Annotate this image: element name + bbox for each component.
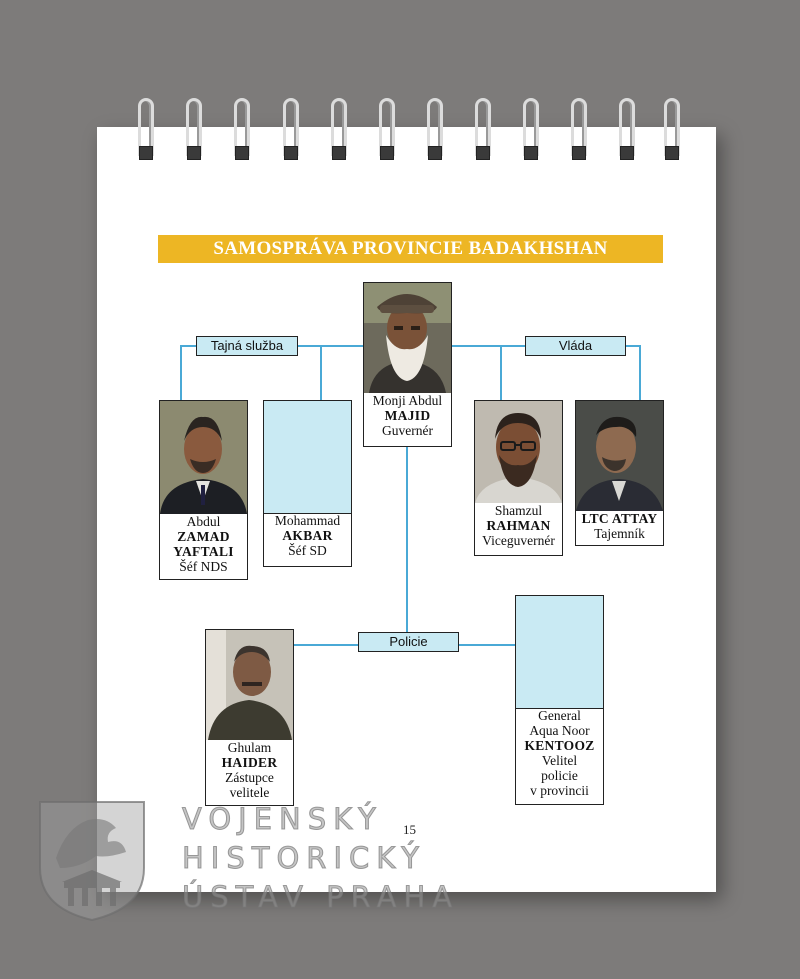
first-name: Abdul [186, 514, 221, 529]
card-governor [363, 282, 452, 447]
surname: KENTOOZ [524, 738, 595, 753]
first-name: Monji Abdul [372, 393, 443, 408]
photo-nds-chief [160, 401, 247, 514]
photo-vice-governor [475, 401, 562, 503]
connector-line [406, 446, 408, 634]
surname: HAIDER [221, 755, 278, 770]
card-nds-chief [159, 400, 248, 580]
card-police-commander [515, 595, 604, 805]
binding-hole [428, 146, 442, 160]
surname: RAHMAN [486, 518, 551, 533]
watermark-line: VOJENSKÝ [182, 802, 383, 836]
first-name: Mohammad [274, 513, 341, 528]
binding-hole [235, 146, 249, 160]
caption-secretary [576, 511, 663, 545]
binding-hole [665, 146, 679, 160]
caption-deputy-commander [206, 740, 293, 805]
connector-line [500, 345, 502, 401]
photo-secretary [576, 401, 663, 511]
binding-hole [284, 146, 298, 160]
position: v provincii [530, 783, 589, 798]
card-deputy-commander [205, 629, 294, 806]
position: Šéf SD [288, 543, 327, 558]
caption-nds-chief [160, 514, 247, 579]
position: Zástupce [225, 770, 274, 785]
binding-hole [139, 146, 153, 160]
connector-line [320, 345, 322, 401]
surname: ZAMAD [177, 529, 230, 544]
portrait-man-profile-icon [576, 401, 663, 511]
surname: LTC ATTAY [581, 511, 658, 526]
chart-title: SAMOSPRÁVA PROVINCIE BADAKHSHAN [158, 235, 663, 263]
card-sd-chief [263, 400, 352, 567]
caption-police-commander [516, 708, 603, 804]
portrait-man-suit-icon [160, 401, 247, 514]
binding-hole [476, 146, 490, 160]
position: Tajemník [594, 526, 645, 541]
watermark-text [182, 800, 459, 917]
connector-line [639, 345, 641, 401]
first-name: Aqua Noor [529, 723, 590, 738]
caption-vice-governor [475, 503, 562, 555]
first-name: General [538, 708, 581, 723]
position: Šéf NDS [179, 559, 228, 574]
binding-hole [332, 146, 346, 160]
surname: YAFTALI [173, 544, 234, 559]
label-police: Policie [358, 632, 459, 652]
surname: MAJID [384, 408, 431, 423]
photo-placeholder [516, 596, 603, 709]
museum-crest-logo-icon [36, 798, 148, 922]
first-name: Ghulam [227, 740, 272, 755]
position: policie [541, 768, 578, 783]
position: Viceguvernér [482, 533, 555, 548]
binding-hole [620, 146, 634, 160]
card-secretary [575, 400, 664, 546]
portrait-man-uniform-icon [206, 630, 293, 740]
first-name: Shamzul [494, 503, 543, 518]
binding-hole [380, 146, 394, 160]
caption-governor [364, 393, 451, 446]
label-government: Vláda [525, 336, 626, 356]
label-intel-service: Tajná služba [196, 336, 298, 356]
caption-sd-chief [264, 513, 351, 566]
surname: AKBAR [282, 528, 333, 543]
connector-line [180, 345, 182, 401]
watermark-line: HISTORICKÝ [182, 841, 426, 875]
photo-deputy-commander [206, 630, 293, 740]
position: Velitel [541, 753, 578, 768]
binding-hole [524, 146, 538, 160]
position: Guvernér [382, 423, 433, 438]
page-number: 15 [403, 822, 416, 837]
portrait-bearded-man-icon [364, 283, 451, 393]
card-vice-governor [474, 400, 563, 556]
watermark-line: ÚSTAV PRAHA [182, 880, 460, 914]
position: velitele [229, 785, 270, 800]
photo-governor [364, 283, 451, 393]
binding-hole [187, 146, 201, 160]
binding-hole [572, 146, 586, 160]
portrait-man-glasses-icon [475, 401, 562, 503]
photo-placeholder [264, 401, 351, 514]
